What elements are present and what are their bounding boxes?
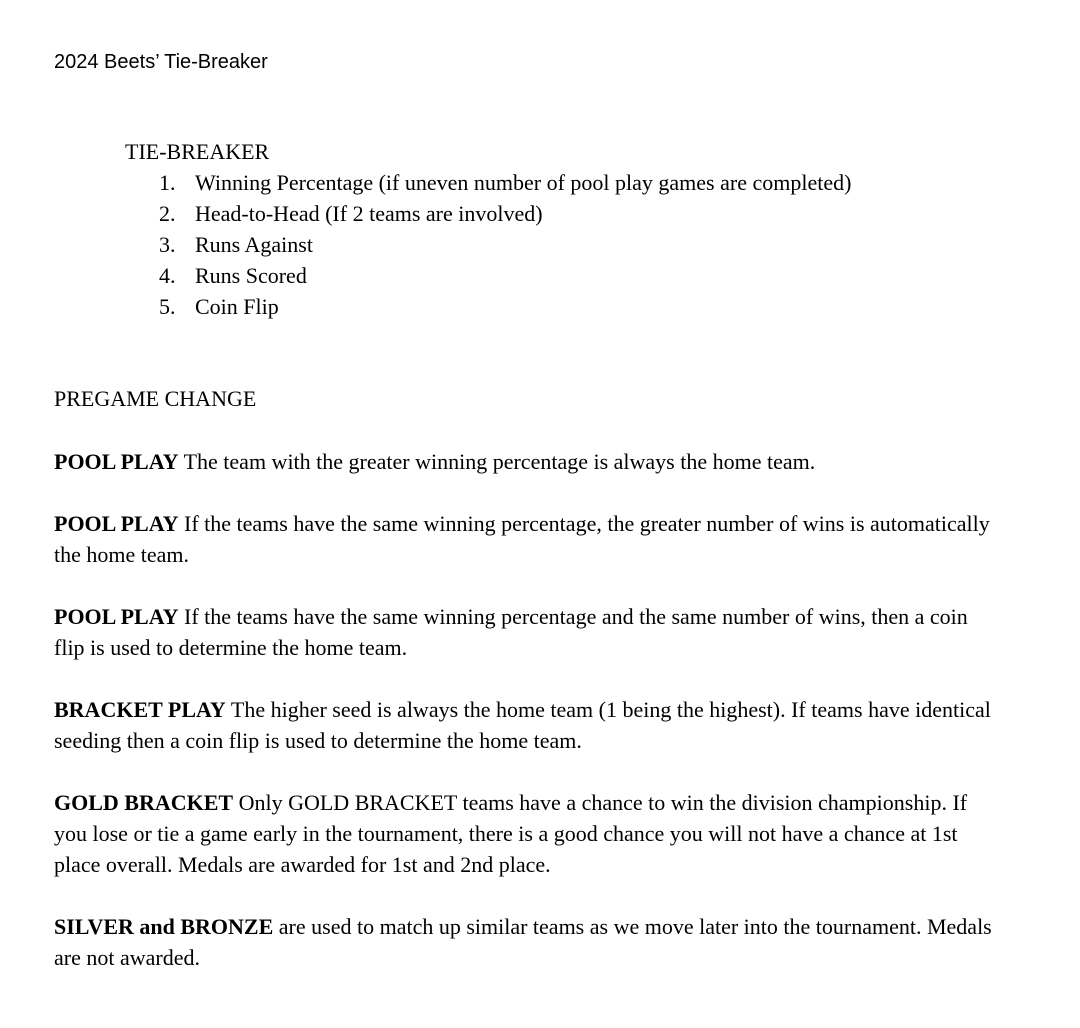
rule-text: The team with the greater winning percentage is always the home team. (178, 449, 816, 474)
rule-paragraph-bracket-play (54, 694, 994, 756)
rule-label: POOL PLAY (54, 604, 179, 629)
rule-text: The higher seed is always the home team (1 being the highest). If teams have identical seeding then a coin flip is used to determine the home team. (54, 697, 991, 753)
rule-text: If the teams have the same winning percentage, the greater number of wins is automatically the home team. (54, 511, 990, 567)
list-number: 2. (159, 201, 176, 226)
rule-paragraph-pool-play-1 (54, 446, 994, 477)
rule-label: BRACKET PLAY (54, 697, 226, 722)
rule-label: SILVER and BRONZE (54, 914, 274, 939)
list-number: 5. (159, 294, 176, 319)
rule-paragraph-gold-bracket (54, 787, 994, 880)
rule-text: Only GOLD BRACKET teams have a chance to win the division championship. If you lose or tie a game early in the tournament, there is a good chance you will not have a chance at 1st place overall. Medals are awarded for 1st and 2nd place. (54, 790, 968, 877)
rule-text: are used to match up similar teams as we move later into the tournament. Medals are not awarded. (54, 914, 992, 970)
list-number: 4. (159, 263, 176, 288)
list-text: Coin Flip (195, 294, 279, 319)
rule-paragraph-pool-play-2 (54, 508, 994, 570)
rule-label: POOL PLAY (54, 511, 179, 536)
list-text: Runs Against (195, 232, 313, 257)
rule-paragraph-silver-bronze (54, 911, 994, 973)
list-text: Winning Percentage (if uneven number of pool play games are completed) (195, 170, 852, 195)
list-number: 3. (159, 232, 176, 257)
tiebreaker-heading: TIE-BREAKER (125, 139, 270, 164)
rule-label: POOL PLAY (54, 449, 179, 474)
rule-text: If the teams have the same winning percentage and the same number of wins, then a coin flip is used to determine the home team. (54, 604, 968, 660)
list-text: Runs Scored (195, 263, 307, 288)
pregame-heading: PREGAME CHANGE (54, 386, 257, 411)
rule-paragraph-pool-play-3 (54, 601, 994, 663)
list-text: Head-to-Head (If 2 teams are involved) (195, 201, 543, 226)
list-number: 1. (159, 170, 176, 195)
rule-label: GOLD BRACKET (54, 790, 234, 815)
document-title: 2024 Beets’ Tie-Breaker (54, 51, 268, 73)
